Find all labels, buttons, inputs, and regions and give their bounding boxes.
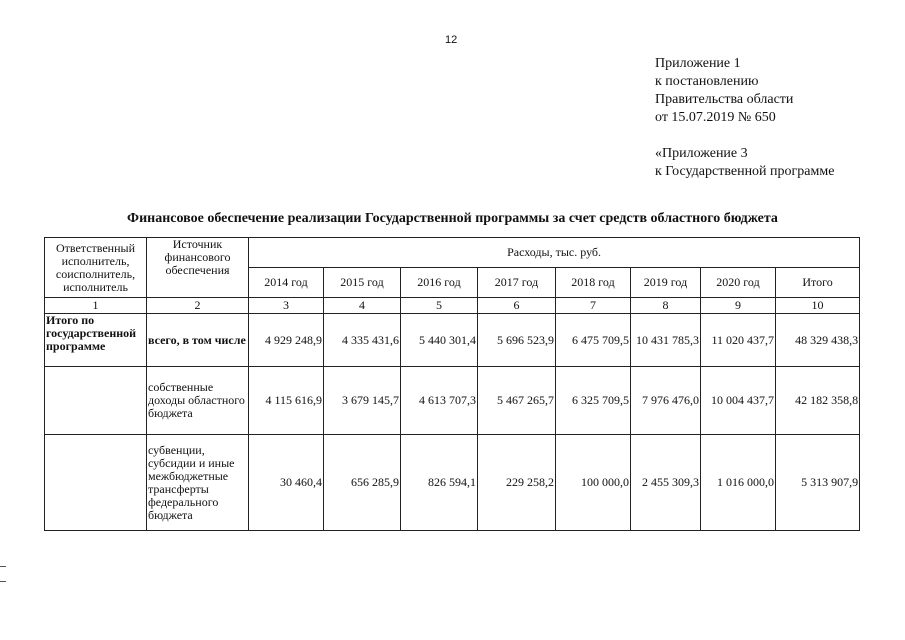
appendix-line: Правительства области xyxy=(655,92,794,107)
value-cell: 11 020 437,7 xyxy=(701,314,776,367)
table-row xyxy=(45,435,860,531)
header-year: 2017 год xyxy=(478,268,556,298)
value-cell: 5 467 265,7 xyxy=(478,367,556,435)
column-number: 6 xyxy=(478,298,556,314)
header-row xyxy=(45,238,860,268)
value-cell: 7 976 476,0 xyxy=(631,367,701,435)
value-cell: 4 613 707,3 xyxy=(401,367,478,435)
header-year: 2014 год xyxy=(249,268,324,298)
document-title: Финансовое обеспечение реализации Государственной программы за счет средств областного бюджета xyxy=(127,211,778,226)
total-cell: 5 313 907,9 xyxy=(776,435,860,531)
value-cell: 656 285,9 xyxy=(324,435,401,531)
value-cell: 1 016 000,0 xyxy=(701,435,776,531)
header-expenses: Расходы, тыс. руб. xyxy=(249,238,860,268)
header-source: Источник финансового обеспечения xyxy=(147,238,249,298)
value-cell: 826 594,1 xyxy=(401,435,478,531)
value-cell: 100 000,0 xyxy=(556,435,631,531)
column-number: 3 xyxy=(249,298,324,314)
column-number: 4 xyxy=(324,298,401,314)
header-year: 2015 год xyxy=(324,268,401,298)
source-cell: всего, в том числе xyxy=(147,314,249,367)
value-cell: 4 335 431,6 xyxy=(324,314,401,367)
appendix-block xyxy=(655,55,834,181)
column-number: 1 xyxy=(45,298,147,314)
value-cell: 6 325 709,5 xyxy=(556,367,631,435)
value-cell: 2 455 309,3 xyxy=(631,435,701,531)
appendix-line: к постановлению xyxy=(655,74,759,89)
scan-edge-mark xyxy=(0,566,6,567)
financing-table xyxy=(44,237,860,531)
column-number: 2 xyxy=(147,298,249,314)
value-cell: 10 004 437,7 xyxy=(701,367,776,435)
executor-cell xyxy=(45,367,147,435)
header-year: 2018 год xyxy=(556,268,631,298)
executor-cell xyxy=(45,435,147,531)
header-year: 2020 год xyxy=(701,268,776,298)
value-cell: 5 440 301,4 xyxy=(401,314,478,367)
header-total: Итого xyxy=(776,268,860,298)
value-cell: 229 258,2 xyxy=(478,435,556,531)
value-cell: 3 679 145,7 xyxy=(324,367,401,435)
column-number: 7 xyxy=(556,298,631,314)
column-number: 9 xyxy=(701,298,776,314)
header-year: 2016 год xyxy=(401,268,478,298)
source-cell: собственные доходы областного бюджета xyxy=(147,367,249,435)
value-cell: 6 475 709,5 xyxy=(556,314,631,367)
appendix-line: «Приложение 3 xyxy=(655,146,748,161)
page-number: 12 xyxy=(445,34,458,46)
value-cell: 4 115 616,9 xyxy=(249,367,324,435)
appendix-line: Приложение 1 xyxy=(655,56,741,71)
value-cell: 5 696 523,9 xyxy=(478,314,556,367)
executor-cell: Итого по государственной программе xyxy=(45,314,147,367)
header-executor: Ответственный исполнитель, соисполнитель, исполнитель xyxy=(45,238,147,298)
total-cell: 48 329 438,3 xyxy=(776,314,860,367)
column-number: 8 xyxy=(631,298,701,314)
appendix-line: от 15.07.2019 № 650 xyxy=(655,110,776,125)
column-number-row xyxy=(45,298,860,314)
column-number: 5 xyxy=(401,298,478,314)
header-year: 2019 год xyxy=(631,268,701,298)
total-cell: 42 182 358,8 xyxy=(776,367,860,435)
column-number: 10 xyxy=(776,298,860,314)
table-row xyxy=(45,367,860,435)
value-cell: 10 431 785,3 xyxy=(631,314,701,367)
appendix-line: к Государственной программе xyxy=(655,164,835,179)
scan-edge-mark xyxy=(0,581,6,582)
appendix-gap xyxy=(655,127,834,145)
table-row xyxy=(45,314,860,367)
source-cell: субвенции, субсидии и иные межбюджетные трансферты федерального бюджета xyxy=(147,435,249,531)
value-cell: 30 460,4 xyxy=(249,435,324,531)
value-cell: 4 929 248,9 xyxy=(249,314,324,367)
